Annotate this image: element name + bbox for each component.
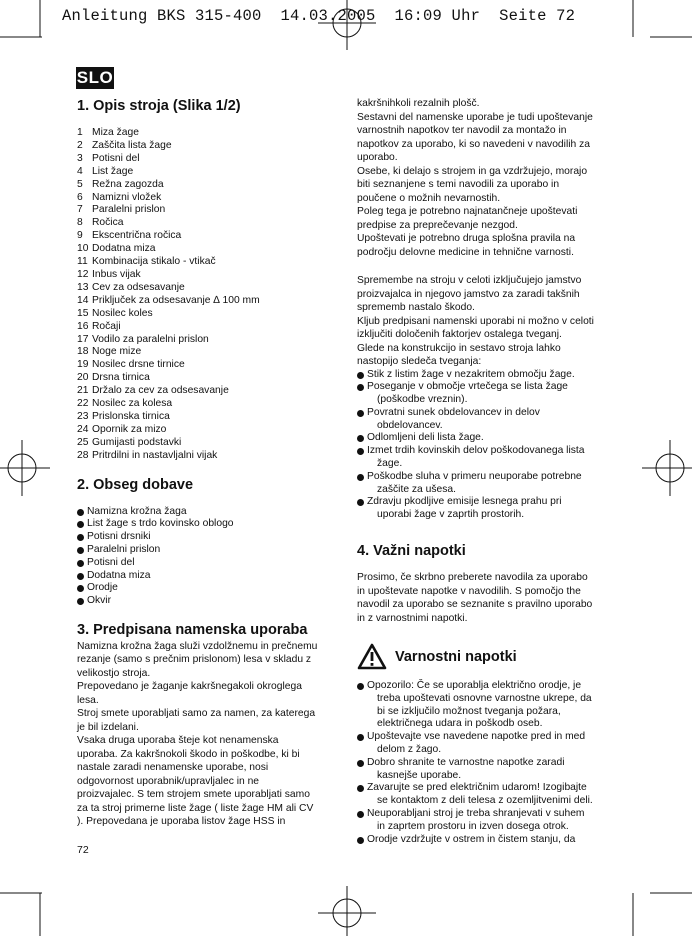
part-item (77, 127, 339, 140)
bullet-line: električnega udara in poškodb oseb. (377, 718, 543, 730)
language-badge: SLO (76, 68, 114, 87)
bullet-item (357, 381, 619, 407)
part-item (77, 243, 339, 256)
part-number: 2 (77, 139, 83, 151)
text-line: Sestavni del namenske uporabe je tudi upoštevanje (357, 111, 593, 123)
part-number: 25 (77, 436, 89, 448)
right-column (357, 97, 619, 846)
part-number: 23 (77, 410, 89, 422)
bullet-item (357, 496, 619, 522)
delivery-item: Namizna krožna žaga (77, 506, 339, 519)
part-number: 6 (77, 191, 83, 203)
text-line: kakršnihkoli rezalnih plošč. (357, 98, 480, 109)
text-line: biti seznanjene s temi navodili za uporabo in (357, 179, 560, 190)
text-line: odgovornost uporabnik/upravljalec in ne (77, 775, 260, 787)
part-number: 10 (77, 243, 89, 255)
text-line: navodil za uporabo se seznanite s pravilno uporabo (357, 599, 593, 611)
part-label: Potisni del (92, 152, 140, 164)
part-number: 22 (77, 398, 89, 410)
bullet-line: Zavarujte se pred električnim udarom! Izogibajte (367, 782, 587, 794)
part-item (77, 166, 339, 179)
warning-triangle-icon (357, 643, 387, 670)
text-line: Spremembe na stroju v celoti izključujejo jamstvo (357, 275, 582, 286)
text-line: uporabo. (357, 152, 398, 163)
bullet-item (357, 369, 619, 382)
bullet-item (357, 432, 619, 445)
text-line: napotkov za uporabo, ki so navedeni v navodilih za (357, 138, 590, 150)
part-label: Dodatna miza (92, 243, 156, 255)
bullet-line: Poškodbe sluha v primeru neuporabe potrebne (367, 470, 582, 482)
risk-list (357, 369, 619, 523)
delivery-item: Orodje (77, 582, 339, 595)
part-label: Vodilo za paralelni prislon (92, 333, 209, 345)
text-line: Poleg tega je potrebno najnatančneje upoštevati (357, 206, 578, 217)
part-label: Gumijasti podstavki (92, 436, 182, 448)
print-header: Anleitung BKS 315-400 14.03.2005 16:09 Uhr Seite 72 (62, 7, 576, 25)
bullet-line: Upoštevajte vse navedene napotke pred in med (367, 731, 586, 743)
part-item (77, 192, 339, 205)
intended-use-continued (357, 97, 619, 259)
part-label: Pritrdilni in nastavljalni vijak (92, 449, 218, 461)
safety-heading (357, 643, 619, 670)
part-number: 7 (77, 204, 83, 216)
parts-list (77, 127, 339, 463)
text-line: predpise za preprečevanje nezgod. (357, 219, 518, 231)
part-number: 3 (77, 152, 83, 164)
part-number: 14 (77, 294, 89, 306)
bullet-line: Stik z listim žage v nezakritem območju žage. (367, 368, 575, 380)
part-item (77, 398, 339, 411)
part-number: 21 (77, 385, 89, 397)
part-label: Nosilec koles (92, 307, 153, 319)
delivery-item: Dodatna miza (77, 570, 339, 583)
bullet-line: in zaprtem prostoru in izven dosega otrok. (377, 820, 569, 832)
bullet-item (357, 680, 619, 731)
bullet-line: se kontaktom z deli telesa z ozemljitvenimi deli. (377, 795, 593, 807)
section-title-intended-use: 3. Predpisana namenska uporaba (77, 621, 308, 638)
text-line: Prosimo, če skrbno preberete navodila za uporabo (357, 572, 588, 584)
part-number: 9 (77, 230, 83, 242)
text-line: Glede na konstrukcijo in sestavo stroja lahko (357, 342, 561, 354)
text-line: rezanje (samo s prečnim prislonom) lesa v skladu z (77, 654, 312, 666)
delivery-item: List žage s trdo kovinsko oblogo (77, 518, 339, 531)
part-item (77, 179, 339, 192)
delivery-item: Potisni del (77, 557, 339, 570)
part-label: Priključek za odsesavanje ∆ 100 mm (92, 294, 260, 306)
delivery-item: Paralelni prislon (77, 544, 339, 557)
bullet-line: zaščite za ušesa. (377, 483, 456, 495)
text-line: lesa. (77, 694, 99, 706)
bullet-line: Povratni sunek obdelovancev in delov (367, 406, 540, 418)
part-number: 18 (77, 346, 89, 358)
bullet-line: žage. (377, 458, 403, 470)
text-line: ). Prepovedana je uporaba listov žage HSS in (77, 816, 286, 828)
bullet-item (357, 808, 619, 834)
safety-list (357, 680, 619, 846)
part-item (77, 230, 339, 243)
bullet-item (357, 471, 619, 497)
safety-title: Varnostni napotki (395, 648, 517, 665)
bullet-line: Dobro shranite te varnostne napotke zaradi (367, 756, 565, 768)
part-label: Držalo za cev za odsesavanje (92, 385, 229, 397)
text-line: nastale zaradi nenamenske uporabe, nosi (77, 762, 269, 774)
part-item (77, 437, 339, 450)
text-line: sprememb nastalo škodo. (357, 302, 475, 313)
important-notes-text (357, 571, 619, 625)
page-number: 72 (77, 844, 89, 856)
part-number: 15 (77, 307, 89, 319)
part-number: 19 (77, 359, 89, 371)
text-line: izključiti določenih faktorjev ostalega tveganj. (357, 329, 562, 340)
part-label: Paralelni prislon (92, 204, 166, 216)
part-item (77, 217, 339, 230)
bullet-item (357, 445, 619, 471)
part-item (77, 282, 339, 295)
text-line: Osebe, ki delajo s strojem in ga vzdržujejo, morajo (357, 165, 588, 177)
text-line: nastopijo sledeča tveganja: (357, 356, 482, 367)
bullet-line: bi se izključilo možnost tveganja požara, (377, 705, 561, 717)
part-number: 16 (77, 320, 89, 332)
text-line: proizvajalca in njegovo jamstvo za zaradi takšnih (357, 288, 580, 300)
part-number: 17 (77, 333, 89, 345)
part-item (77, 334, 339, 347)
bullet-line: Orodje vzdržujte v ostrem in čistem stanju, da (367, 833, 576, 845)
part-number: 12 (77, 268, 89, 280)
part-label: Miza žage (92, 127, 139, 138)
delivery-list (77, 506, 339, 608)
text-line: je bil izdelani. (77, 721, 139, 733)
bullet-line: (poškodbe vreznin). (377, 394, 468, 406)
text-line: Upoštevati je potrebno druga splošna pravila na (357, 233, 576, 244)
part-item (77, 308, 339, 321)
part-label: Cev za odsesavanje (92, 281, 185, 293)
part-item (77, 411, 339, 424)
part-number: 5 (77, 178, 83, 190)
part-label: List žage (92, 165, 134, 177)
part-item (77, 372, 339, 385)
text-line: in z varnostnimi napotki. (357, 612, 468, 624)
part-number: 20 (77, 372, 89, 384)
part-number: 11 (77, 256, 88, 268)
text-line: uporaba. Za kakršnokoli škodo in poškodbe, ki bi (77, 748, 300, 760)
residual-risk-text (357, 274, 619, 369)
part-label: Namizni vložek (92, 191, 162, 203)
part-item (77, 424, 339, 437)
text-line: Prepovedano je žaganje kakršnegakoli okroglega (77, 681, 302, 693)
delivery-item: Potisni drsniki (77, 531, 339, 544)
part-item (77, 450, 339, 463)
bullet-item (357, 757, 619, 783)
text-line: velikostjo stroja. (77, 667, 151, 679)
part-item (77, 256, 339, 269)
bullet-line: kasnejše uporabe. (377, 769, 462, 781)
bullet-line: Neuporabljani stroj je treba shranjevati v suhem (367, 808, 585, 820)
part-number: 28 (77, 449, 89, 461)
part-item (77, 385, 339, 398)
bullet-item (357, 782, 619, 808)
part-item (77, 153, 339, 166)
bullet-line: delom z žago. (377, 744, 442, 756)
bullet-line: Odlomljeni deli lista žage. (367, 432, 484, 444)
text-line: in upoštevate napotke v navodilih. S pomočjo the (357, 585, 581, 597)
section-title-machine-description: 1. Opis stroja (Slika 1/2) (77, 98, 241, 114)
text-line: Kljub predpisani namenski uporabi ni možno v celoti (357, 315, 594, 327)
section-title-important-notes: 4. Važni napotki (357, 543, 466, 560)
part-label: Inbus vijak (92, 268, 141, 280)
part-number: 1 (77, 127, 83, 138)
text-line: Vsaka druga uporaba šteje kot nenamenska (77, 735, 279, 747)
part-label: Nosilec za kolesa (92, 398, 173, 410)
part-label: Prislonska tirnica (92, 410, 170, 422)
text-line: varnostnih napotkov ter navodil za montažo in (357, 125, 567, 136)
part-item (77, 295, 339, 308)
delivery-item: Okvir (77, 595, 339, 608)
bullet-line: obdelovancev. (377, 419, 443, 431)
part-item (77, 321, 339, 334)
part-label: Ekscentrična ročica (92, 230, 182, 242)
bullet-item (357, 731, 619, 757)
part-label: Režna zagozda (92, 178, 164, 190)
part-item (77, 204, 339, 217)
part-item (77, 269, 339, 282)
part-label: Ročaji (92, 320, 121, 332)
bullet-line: uporabi žage v zaprtih prostorih. (377, 509, 525, 521)
part-label: Drsna tirnica (92, 372, 150, 384)
text-line: poučene o možnih nevarnostih. (357, 192, 501, 204)
bullet-item (357, 407, 619, 433)
text-line: za ta stroj primerne liste žage ( liste žage HM ali CV (77, 802, 314, 814)
intended-use-text (77, 640, 339, 829)
part-label: Nosilec drsne tirnice (92, 359, 185, 371)
part-item (77, 140, 339, 153)
part-label: Ročica (92, 217, 124, 229)
part-label: Opornik za mizo (92, 423, 167, 435)
left-column (77, 97, 339, 829)
text-line: proizvajalec. S tem strojem smete uporabljati samo (77, 789, 310, 801)
text-line: Stroj smete uporabljati samo za namen, za katerega (77, 708, 316, 720)
part-number: 4 (77, 165, 83, 177)
part-item (77, 346, 339, 359)
section-title-scope-of-delivery: 2. Obseg dobave (77, 476, 194, 493)
part-number: 8 (77, 217, 83, 229)
bullet-line: Izmet trdih kovinskih delov poškodovanega lista (367, 445, 585, 457)
text-line: področju delovne medicine in tehnične varnosti. (357, 246, 574, 258)
bullet-line: Zdravju pkodljive emisije lesnega prahu pri (367, 496, 562, 508)
text-line: Namizna krožna žaga služi vzdolžnemu in prečnemu (77, 640, 318, 652)
bullet-item (357, 834, 619, 847)
part-number: 24 (77, 423, 89, 435)
bullet-line: treba upoštevati osnovne varnostne ukrepe, da (377, 692, 592, 704)
part-label: Zaščita lista žage (92, 139, 172, 151)
part-item (77, 359, 339, 372)
bullet-line: Opozorilo: Če se uporablja električno orodje, je (367, 680, 582, 692)
part-number: 13 (77, 281, 89, 293)
bullet-line: Poseganje v območje vrtečega se lista žage (367, 381, 568, 393)
part-label: Kombinacija stikalo - vtikač (92, 256, 216, 268)
part-label: Noge mize (92, 346, 142, 358)
